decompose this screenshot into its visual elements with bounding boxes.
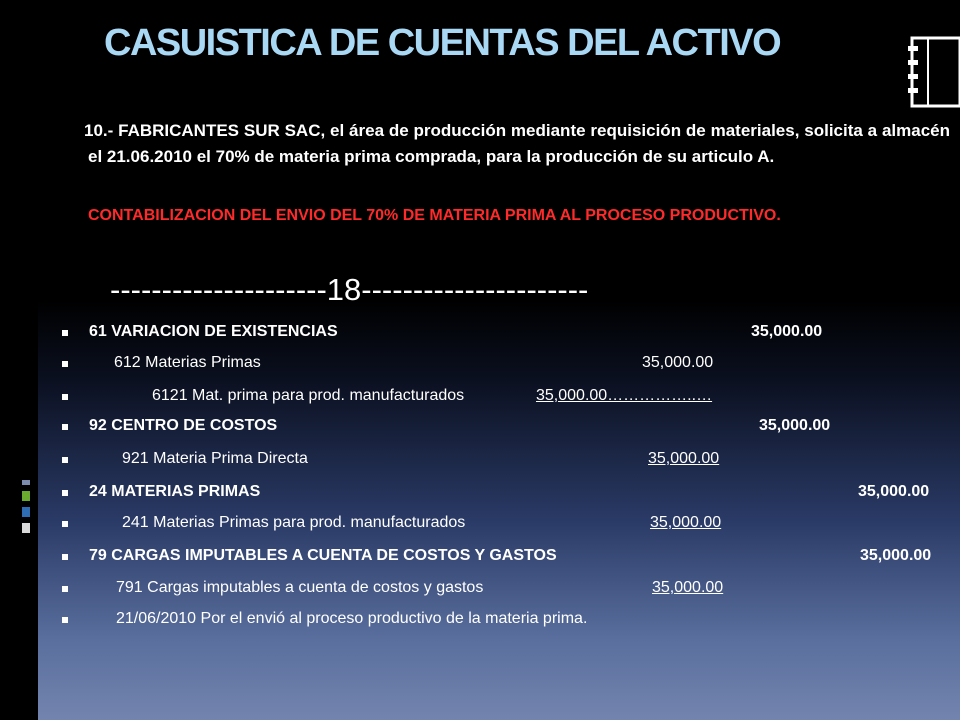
amount-value: 35,000.00 (759, 417, 831, 434)
journal-entry-line (62, 323, 952, 347)
account-label: 24 MATERIAS PRIMAS (89, 483, 261, 500)
amount-value: 35,000.00 (751, 323, 823, 340)
account-label: 241 Materias Primas para prod. manufacturados (122, 514, 466, 531)
amount-value: 35,000.00 (642, 354, 714, 371)
bullet-icon (62, 394, 68, 400)
bullet-icon (62, 361, 68, 367)
bullet-icon (62, 330, 68, 336)
account-label: 6121 Mat. prima para prod. manufacturados (152, 387, 465, 404)
journal-entry-line (62, 450, 952, 474)
amount-value: 35,000.00 (650, 514, 722, 531)
decor-bar (22, 523, 30, 533)
left-band (0, 0, 38, 720)
bullet-icon (62, 617, 68, 623)
journal-entry-line (62, 579, 952, 603)
journal-entry-line (62, 610, 952, 634)
journal-entry-line (62, 547, 952, 571)
account-label: 791 Cargas imputables a cuenta de costos y gastos (116, 579, 484, 596)
account-label: 79 CARGAS IMPUTABLES A CUENTA DE COSTOS Y GASTOS (89, 547, 557, 564)
account-label: 921 Materia Prima Directa (122, 450, 308, 467)
problem-statement: 10.- FABRICANTES SUR SAC, el área de producción mediante requisición de materiales, solicita a almacén el 21.06.2010 el 70% de materia prima comprada, para la producción de su articulo A. (84, 121, 950, 166)
account-label: 61 VARIACION DE EXISTENCIAS (89, 323, 338, 340)
journal-entry-line (62, 483, 952, 507)
decor-bar (22, 480, 30, 485)
notebook-icon (906, 34, 960, 110)
journal-entry-line (62, 417, 952, 441)
decor-bar (22, 507, 30, 517)
journal-entry-line (62, 514, 952, 538)
bullet-icon (62, 554, 68, 560)
bullet-icon (62, 424, 68, 430)
bullet-icon (62, 457, 68, 463)
journal-entry-line (62, 354, 952, 378)
bullet-icon (62, 490, 68, 496)
amount-value: 35,000.00 (858, 483, 930, 500)
journal-entry-line (62, 387, 952, 411)
bullet-icon (62, 586, 68, 592)
amount-value: 35,000.00 (652, 579, 724, 596)
slide-title: CASUISTICA DE CUENTAS DEL ACTIVO (104, 22, 781, 64)
entry-gloss: 21/06/2010 Por el envió al proceso productivo de la materia prima. (116, 610, 588, 627)
bullet-icon (62, 521, 68, 527)
decorative-bars (22, 480, 32, 539)
amount-value: 35,000.00 (860, 547, 932, 564)
instruction-text: CONTABILIZACION DEL ENVIO DEL 70% DE MATERIA PRIMA AL PROCESO PRODUCTIVO. (88, 207, 781, 224)
account-label: 612 Materias Primas (114, 354, 261, 371)
decor-bar (22, 491, 30, 501)
journal-separator: ---------------------18---------------------- (110, 272, 589, 307)
account-label: 92 CENTRO DE COSTOS (89, 417, 278, 434)
amount-value: 35,000.00……………..… (536, 387, 713, 404)
amount-value: 35,000.00 (648, 450, 720, 467)
